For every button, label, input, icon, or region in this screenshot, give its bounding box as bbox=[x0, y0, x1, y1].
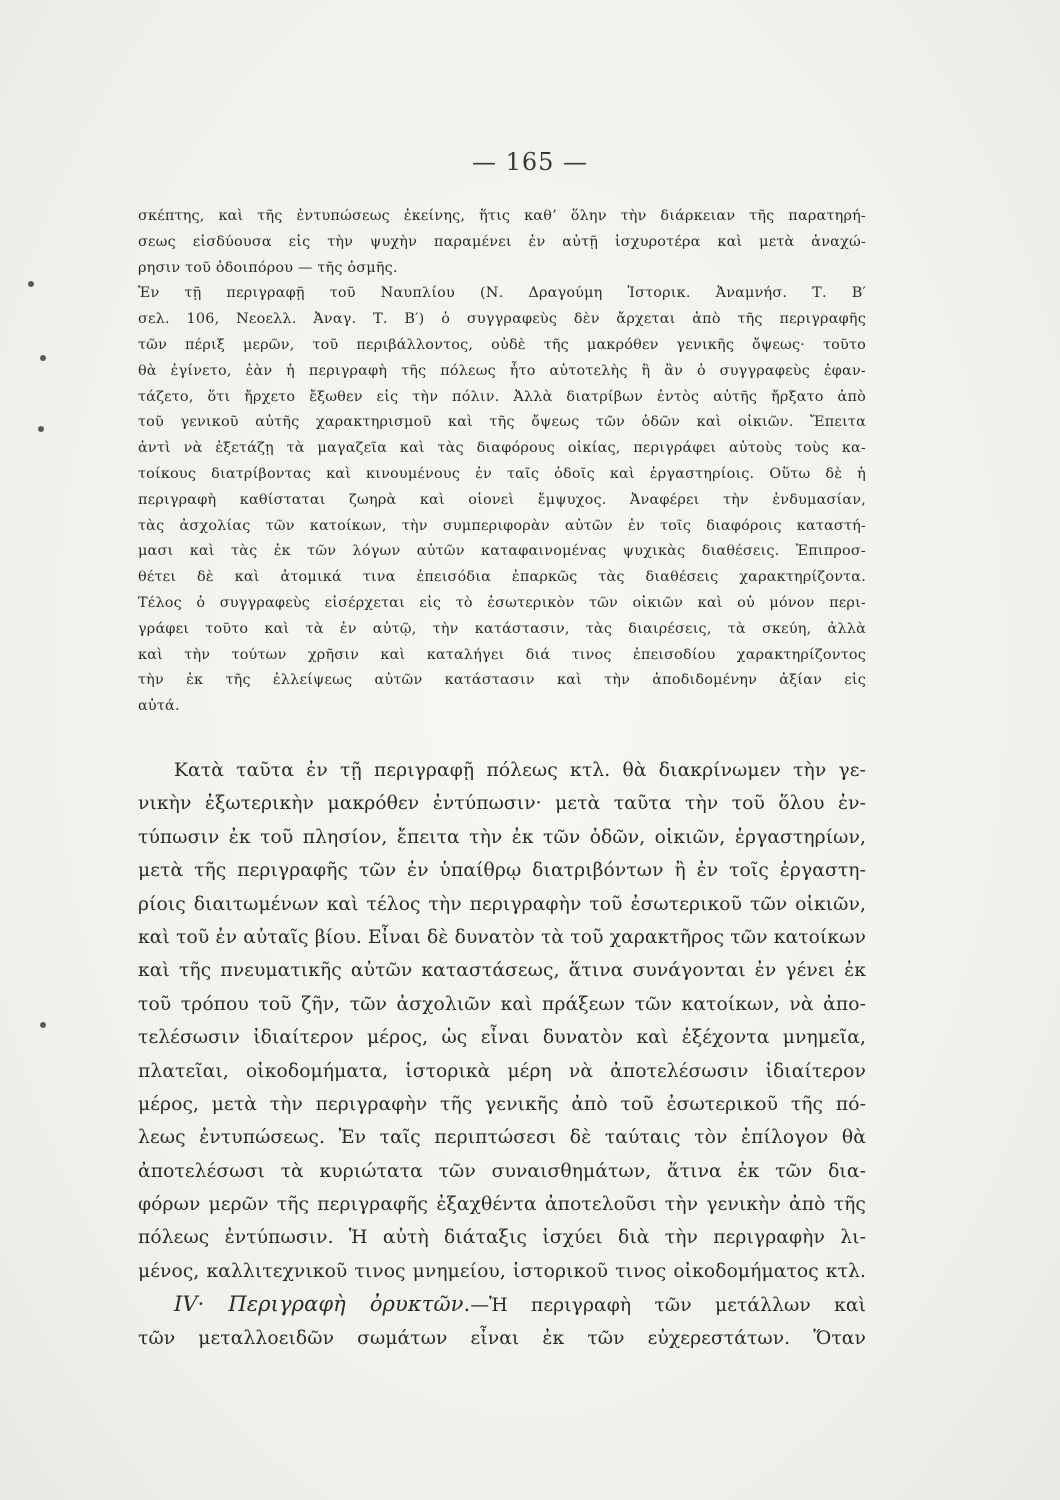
text-line: τύπωσιν ἐκ τοῦ πλησίον, ἔπειτα τὴν ἐκ τῶν ὁδῶν, οἰκιῶν, ἐργαστηρίων, bbox=[138, 826, 866, 848]
text-line: τὰς ἀσχολίας τῶν κατοίκων, τὴν συμπεριφορὰν αὐτῶν ἐν τοῖς διαφόροις καταστή- bbox=[138, 517, 866, 534]
text-line: σελ. 106, Νεοελλ. Ἀναγ. Τ. Β′) ὁ συγγραφεὺς δὲν ἄρχεται ἀπὸ τῆς περιγραφῆς bbox=[138, 311, 866, 328]
text-line: Ἐν τῇ περιγραφῇ τοῦ Ναυπλίου (Ν. Δραγούμη Ἱστορικ. Ἀναμνήσ. Τ. Β′ bbox=[138, 285, 866, 302]
text-line: λεως ἐντυπώσεως. Ἐν ταῖς περιπτώσεσι δὲ ταύταις τὸν ἐπίλογον θὰ bbox=[138, 1127, 866, 1149]
small-type-paragraph bbox=[138, 204, 866, 720]
text-line: νικὴν ἐξωτερικὴν μακρόθεν ἐντύπωσιν· μετὰ ταῦτα τὴν τοῦ ὅλου ἐν- bbox=[138, 793, 866, 815]
text-line: τοῦ τρόπου τοῦ ζῆν, τῶν ἀσχολιῶν καὶ πράξεων τῶν κατοίκων, νὰ ἀπο- bbox=[138, 993, 866, 1015]
text-line: σεως εἰσδύουσα εἰς τὴν ψυχὴν παραμένει ἐν αὐτῇ ἰσχυροτέρα καὶ μετὰ ἀναχώ- bbox=[138, 233, 866, 250]
text-line: μασι καὶ τὰς ἐκ τῶν λόγων αὐτῶν καταφαινομένας ψυχικὰς διαθέσεις. Ἐπιπροσ- bbox=[138, 543, 866, 560]
text-line: Τέλος ὁ συγγραφεὺς εἰσέρχεται εἰς τὸ ἐσωτερικὸν τῶν οἰκιῶν καὶ οὐ μόνον περι- bbox=[138, 594, 866, 611]
text-line: τελέσωσιν ἰδιαίτερον μέρος, ὡς εἶναι δυνατὸν καὶ ἐξέχοντα μνημεῖα, bbox=[138, 1027, 866, 1049]
text-line: θὰ ἐγίνετο, ἐὰν ἡ περιγραφὴ τῆς πόλεως ἦτο αὐτοτελὴς ἢ ἂν ὁ συγγραφεὺς ἐφαν- bbox=[138, 362, 866, 379]
text-line: ρίοις διαιτωμένων καὶ τέλος τὴν περιγραφὴν τοῦ ἐσωτερικοῦ τῶν οἰκιῶν, bbox=[138, 893, 866, 915]
text-line: καὶ τὴν τούτων χρῆσιν καὶ καταλήγει διά τινος ἐπεισοδίου χαρακτηρίζοντος bbox=[138, 646, 866, 663]
margin-mark bbox=[38, 426, 44, 432]
margin-mark bbox=[40, 355, 46, 361]
text-line: μέρος, μετὰ τὴν περιγραφὴν τῆς γενικῆς ἀπὸ τοῦ ἐσωτερικοῦ τῆς πό- bbox=[138, 1093, 866, 1115]
margin-mark bbox=[40, 1022, 46, 1028]
section-heading: IV· Περιγραφὴ ὀρυκτῶν. bbox=[174, 1292, 471, 1317]
margin-mark bbox=[28, 281, 34, 287]
text-line: ἀντὶ νὰ ἐξετάζῃ τὰ μαγαζεῖα καὶ τὰς διαφόρους οἰκίας, περιγράφει αὐτοὺς τοὺς κα- bbox=[138, 440, 866, 457]
text-line: πόλεως ἐντύπωσιν. Ἡ αὐτὴ διάταξις ἰσχύει διὰ τὴν περιγραφὴν λι- bbox=[138, 1227, 866, 1249]
text-line: τὴν ἐκ τῆς ἐλλείψεως αὐτῶν κατάστασιν καὶ τὴν ἀποδιδομένην ἀξίαν εἰς bbox=[138, 672, 866, 689]
text-line: τῶν μεταλλοειδῶν σωμάτων εἶναι ἐκ τῶν εὐχερεστάτων. Ὅταν bbox=[138, 1327, 866, 1349]
text-line: φόρων μερῶν τῆς περιγραφῆς ἐξαχθέντα ἀποτελοῦσι τὴν γενικὴν ἀπὸ τῆς bbox=[138, 1194, 866, 1216]
text-line: τάζετο, ὅτι ἤρχετο ἔξωθεν εἰς τὴν πόλιν. Ἀλλὰ διατρίβων ἐντὸς αὐτῆς ἤρξατο ἀπὸ bbox=[138, 388, 866, 405]
text-line: τοίκους διατρίβοντας καὶ κινουμένους ἐν ταῖς ὁδοῖς καὶ ἐργαστηρίοις. Οὕτω δὲ ἡ bbox=[138, 465, 866, 482]
main-paragraph bbox=[138, 754, 866, 1355]
text-line: τοῦ γενικοῦ αὐτῆς χαρακτηρισμοῦ καὶ τῆς ὄψεως τῶν ὁδῶν καὶ οἰκιῶν. Ἔπειτα bbox=[138, 414, 866, 431]
text-line: μένος, καλλιτεχνικοῦ τινος μνημείου, ἱστορικοῦ τινος οἰκοδομήματος κτλ. bbox=[138, 1260, 866, 1282]
text-line: καὶ τῆς πνευματικῆς αὐτῶν καταστάσεως, ἅτινα συνάγονται ἐν γένει ἐκ bbox=[138, 960, 866, 982]
text-line: μετὰ τῆς περιγραφῆς τῶν ἐν ὑπαίθρῳ διατριβόντων ἢ ἐν τοῖς ἐργαστη- bbox=[138, 860, 866, 882]
section-line bbox=[138, 1288, 866, 1321]
text-line: ρησιν τοῦ ὁδοιπόρου — τῆς ὀσμῆς. bbox=[138, 259, 398, 276]
text-line: ἀποτελέσωσι τὰ κυριώτατα τῶν συναισθημάτων, ἅτινα ἐκ τῶν δια- bbox=[138, 1160, 866, 1182]
text-line: θέτει δὲ καὶ ἀτομικά τινα ἐπεισόδια ἐπαρκῶς τὰς διαθέσεις χαρακτηρίζοντα. bbox=[138, 569, 866, 586]
text-line: τῶν πέριξ μερῶν, τοῦ περιβάλλοντος, οὐδὲ τῆς μακρόθεν γενικῆς ὄψεως· τοῦτο bbox=[138, 336, 866, 353]
text-line: Κατὰ ταῦτα ἐν τῇ περιγραφῇ πόλεως κτλ. θὰ διακρίνωμεν τὴν γε- bbox=[174, 760, 866, 781]
section-text: —Ἡ περιγραφὴ τῶν μετάλλων καὶ bbox=[470, 1295, 866, 1317]
text-line: πλατεῖαι, οἰκοδομήματα, ἱστορικὰ μέρη νὰ ἀποτελέσωσιν ἰδιαίτερον bbox=[138, 1060, 866, 1082]
text-line: σκέπτης, καὶ τῆς ἐντυπώσεως ἐκείνης, ἥτις καθ’ ὅλην τὴν διάρκειαν τῆς παρατηρή- bbox=[138, 208, 866, 224]
text-line: καὶ τοῦ ἐν αὐταῖς βίου. Εἶναι δὲ δυνατὸν τὰ τοῦ χαρακτῆρος τῶν κατοίκων bbox=[138, 926, 866, 948]
text-line: αὐτά. bbox=[138, 698, 180, 715]
text-line: περιγραφὴ καθίσταται ζωηρὰ καὶ οἱονεὶ ἔμψυχος. Ἀναφέρει τὴν ἐνδυμασίαν, bbox=[138, 491, 866, 508]
page-number: — 165 — bbox=[471, 148, 589, 176]
text-line: γράφει τοῦτο καὶ τὰ ἐν αὐτῷ, τὴν κατάστασιν, τὰς διαιρέσεις, τὰ σκεύη, ἀλλὰ bbox=[138, 620, 866, 637]
